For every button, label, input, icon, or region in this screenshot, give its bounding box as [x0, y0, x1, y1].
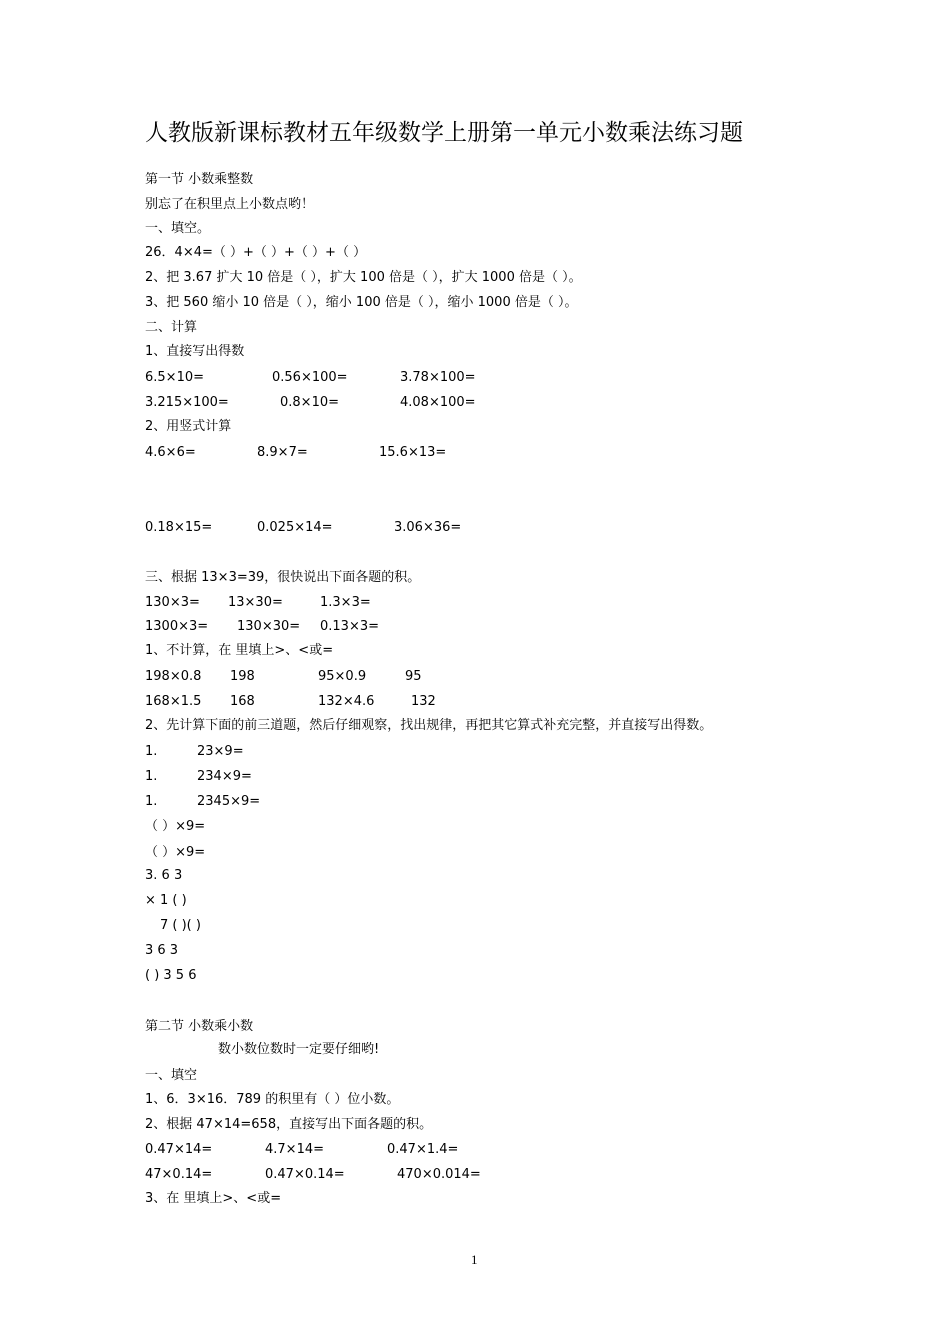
- vertical-puzzle-line: × 1 ( ): [145, 893, 187, 908]
- product-item: 1300×3=: [145, 619, 209, 634]
- vertical-puzzle-line: 3 6 3: [145, 943, 179, 958]
- pattern-blank: （ ）×9=: [145, 819, 206, 834]
- pattern-heading: 2、先计算下面的前三道题，然后仔细观察，找出规律，再把其它算式补充完整，并直接写出得数。: [145, 718, 713, 733]
- calc-item: 4.08×100=: [400, 395, 476, 410]
- question-fill-2: 2、把 3.67 扩大 10 倍是（ ），扩大 100 倍是（ ），扩大 1000 倍是（ ）。: [145, 270, 582, 285]
- page-number: 1: [471, 1252, 478, 1267]
- part2-sub2: 2、用竖式计算: [145, 419, 232, 434]
- vertical-calc-item: 3.06×36=: [394, 520, 462, 535]
- pattern-expression: 23×9=: [197, 744, 244, 759]
- vertical-puzzle-line: ( ) 3 5 6: [145, 968, 197, 983]
- calc-item: 0.8×10=: [280, 395, 340, 410]
- section1-reminder: 别忘了在积里点上小数点哟！: [145, 197, 315, 212]
- compare-item: 198: [230, 669, 255, 684]
- calc-item: 0.47×0.14=: [265, 1167, 345, 1182]
- product-item: 13×30=: [228, 595, 283, 610]
- product-item: 130×3=: [145, 595, 200, 610]
- calc-item: 47×0.14=: [145, 1167, 213, 1182]
- pattern-blank: （ ）×9=: [145, 845, 206, 860]
- calc-item: 4.7×14=: [265, 1142, 325, 1157]
- question-fill-1: 26．4×4=（ ）+（ ）+（ ）+（ ）: [145, 245, 367, 260]
- section2-heading: 第二节 小数乘小数: [145, 1019, 254, 1034]
- compare-item: 198×0.8: [145, 669, 202, 684]
- compare-item: 168×1.5: [145, 694, 202, 709]
- vertical-calc-item: 15.6×13=: [379, 445, 447, 460]
- calc-item: 470×0.014=: [397, 1167, 481, 1182]
- section2-reminder: 数小数位数时一定要仔细哟!: [218, 1042, 380, 1057]
- vertical-calc-item: 4.6×6=: [145, 445, 196, 460]
- product-item: 130×30=: [237, 619, 301, 634]
- section2-part1-heading: 一、填空: [145, 1068, 198, 1083]
- compare-item: 95×0.9: [318, 669, 367, 684]
- question-fill-3: 3、把 560 缩小 10 倍是（ ），缩小 100 倍是（ ），缩小 1000 倍是（ ）。: [145, 295, 578, 310]
- part2-heading: 二、计算: [145, 320, 198, 335]
- calc-item: 0.47×14=: [145, 1142, 213, 1157]
- pattern-expression: 2345×9=: [197, 794, 261, 809]
- product-item: 0.13×3=: [320, 619, 380, 634]
- part3-heading: 三、根据 13×3=39，很快说出下面各题的积。: [145, 570, 421, 585]
- compare-item: 132×4.6: [318, 694, 375, 709]
- part2-sub1: 1、直接写出得数: [145, 344, 245, 359]
- part1-heading: 一、填空。: [145, 221, 211, 236]
- vertical-calc-item: 8.9×7=: [257, 445, 308, 460]
- compare-item: 132: [411, 694, 436, 709]
- document-title: 人教版新课标教材五年级数学上册第一单元小数乘法练习题: [145, 120, 743, 146]
- vertical-calc-item: 0.18×15=: [145, 520, 213, 535]
- calc-item: 3.215×100=: [145, 395, 229, 410]
- section1-heading: 第一节 小数乘整数: [145, 172, 254, 187]
- pattern-number: 1.: [145, 744, 158, 759]
- vertical-puzzle-line: 7 ( )( ): [160, 918, 201, 933]
- vertical-puzzle-line: 3. 6 3: [145, 868, 183, 883]
- pattern-number: 1.: [145, 769, 158, 784]
- calc-item: 0.56×100=: [272, 370, 348, 385]
- section2-question-1: 1、6．3×16．789 的积里有（ ）位小数。: [145, 1092, 400, 1107]
- product-item: 1.3×3=: [320, 595, 371, 610]
- section2-question-2: 2、根据 47×14=658，直接写出下面各题的积。: [145, 1117, 433, 1132]
- calc-item: 6.5×10=: [145, 370, 205, 385]
- compare-heading: 1、不计算，在 里填上>、<或=: [145, 643, 334, 658]
- calc-item: 0.47×1.4=: [387, 1142, 459, 1157]
- vertical-calc-item: 0.025×14=: [257, 520, 333, 535]
- compare-item: 95: [405, 669, 422, 684]
- compare-item: 168: [230, 694, 255, 709]
- calc-item: 3.78×100=: [400, 370, 476, 385]
- pattern-number: 1.: [145, 794, 158, 809]
- section2-question-3: 3、在 里填上>、<或=: [145, 1191, 282, 1206]
- pattern-expression: 234×9=: [197, 769, 252, 784]
